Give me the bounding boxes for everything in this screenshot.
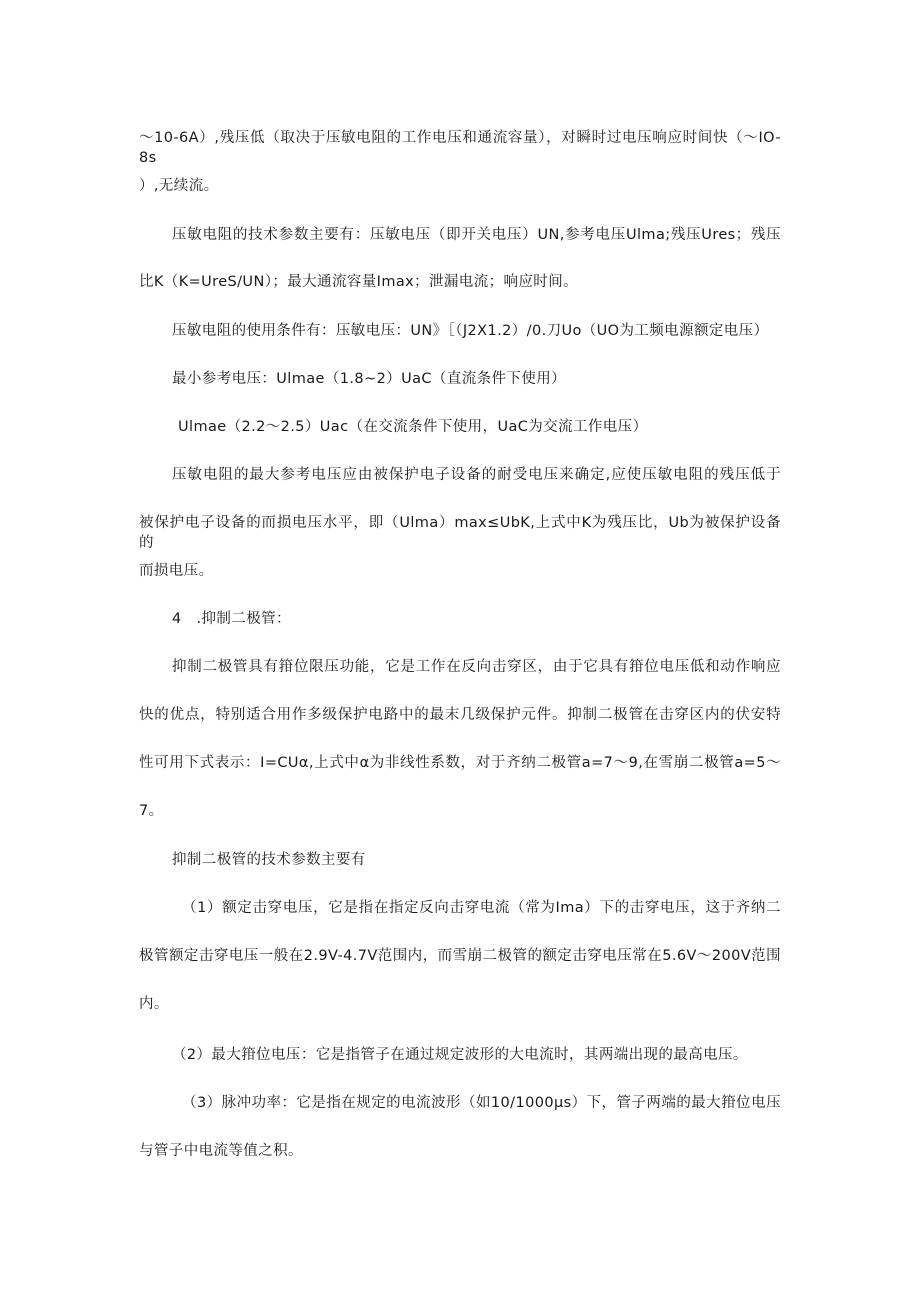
text-line-4: 比K（K=UreS/UN）；最大通流容量Imax；泄漏电流；响应时间。 [139,274,579,290]
text-line-8: 压敏电阻的最大参考电压应由被保护电子设备的耐受电压来确定,应使压敏电阻的残压低于 [172,467,781,483]
text-line-9: 被保护电子设备的而损电压水平，即（Ulma）max≤UbK,上式中K为残压比，Ub为被保护设备的 [139,515,781,551]
text-line-6: 最小参考电压：Ulmae（1.8~2）UaC（直流条件下使用） [172,371,567,387]
text-line-13: 快的优点，特别适合用作多级保护电路中的最末几级保护元件。抑制二极管在击穿区内的伏安特 [139,707,781,723]
text-line-12: 抑制二极管具有箝位限压功能，它是工作在反向击穿区，由于它具有箝位电压低和动作响应 [172,659,781,675]
text-line-15: 7。 [139,803,164,819]
text-line-1: ～10-6A）,残压低（取决于压敏电阻的工作电压和通流容量），对瞬时过电压响应时间快（～IO-8s [139,130,781,166]
section-heading: 4 .抑制二极管： [172,611,291,627]
text-line-2: ）,无续流。 [139,178,219,194]
text-line-10: 而损电压。 [139,563,214,579]
text-line-7: Ulmae（2.2～2.5）Uac（在交流条件下使用，UaC为交流工作电压） [178,419,648,435]
text-line-17: （1）额定击穿电压，它是指在指定反向击穿电流（常为Ima）下的击穿电压，这于齐纳二 [182,900,781,916]
text-line-5: 压敏电阻的使用条件有：压敏电压：UN》［（J2X1.2）/0.刀Uo（UO为工频电源额定电压） [172,323,769,339]
text-line-3: 压敏电阻的技术参数主要有：压敏电压（即开关电压）UN,参考电压Ulma;残压Ures；残压 [172,227,781,243]
text-line-21: （3）脉冲功率：它是指在规定的电流波形（如10/1000μs）下，管子两端的最大箝位电压 [182,1095,781,1111]
text-line-18: 极管额定击穿电压一般在2.9V-4.7V范围内，而雪崩二极管的额定击穿电压常在5.6V～200V范围 [139,948,781,964]
text-line-22: 与管子中电流等值之积。 [139,1143,303,1159]
text-line-19: 内。 [139,996,169,1012]
text-line-16: 抑制二极管的技术参数主要有 [172,852,366,868]
text-line-20: （2）最大箝位电压：它是指管子在通过规定波形的大电流时，其两端出现的最高电压。 [172,1047,748,1063]
text-line-14: 性可用下式表示：I=CUα,上式中α为非线性系数，对于齐纳二极管a=7～9,在雪崩二极管a=5～ [139,755,781,771]
